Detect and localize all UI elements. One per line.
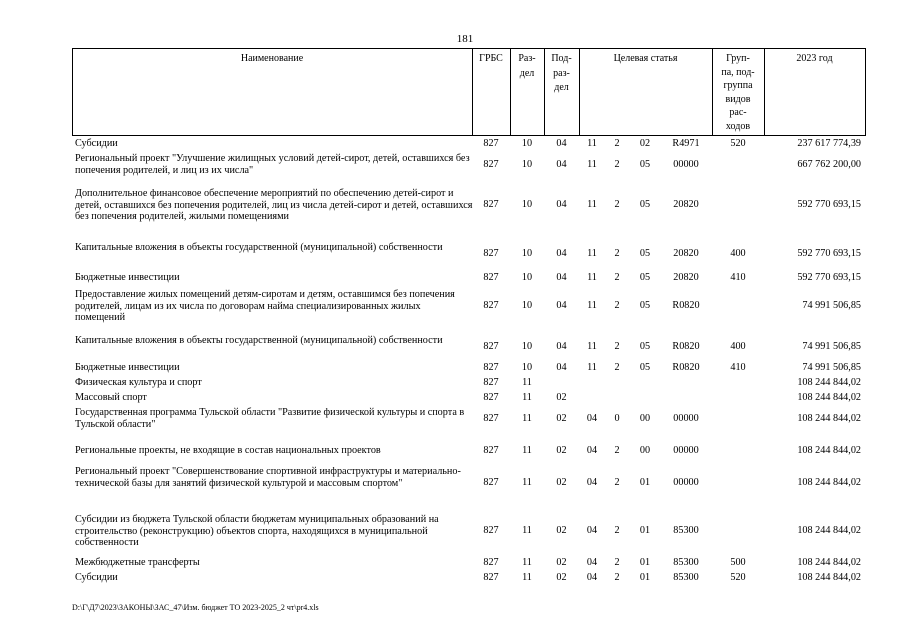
table-row — [75, 242, 865, 265]
cell-vr: 520 — [730, 572, 746, 583]
table-row — [75, 335, 865, 358]
cell-t4: 20820 — [673, 272, 699, 283]
file-path-footer: D:\Г\Д7\2023\ЗАКОНЫ\ЗАС_47\Изм. бюджет ТО 2023-2025_2 чт\pr4.xls — [72, 603, 319, 612]
cell-pr: 02 — [556, 572, 567, 583]
cell-amount: 108 244 844,02 — [797, 525, 861, 536]
cell-t1: 04 — [586, 525, 598, 536]
cell-t4: 00000 — [673, 477, 699, 488]
cell-pr: 02 — [556, 413, 567, 424]
cell-t4: R0820 — [672, 341, 700, 352]
cell-t4: 00000 — [673, 413, 699, 424]
cell-t1: 11 — [587, 138, 597, 149]
cell-pr: 04 — [556, 272, 567, 283]
table-row — [75, 362, 865, 373]
cell-t4: 85300 — [673, 572, 699, 583]
cell-rz: 11 — [522, 445, 532, 456]
cell-vr: 400 — [730, 341, 746, 352]
cell-t2: 2 — [614, 525, 620, 536]
row-name: Субсидии — [75, 572, 118, 583]
header-border — [865, 49, 866, 135]
cell-t3: 01 — [639, 557, 651, 568]
cell-t2: 2 — [614, 159, 620, 170]
cell-t2: 0 — [614, 413, 620, 424]
cell-rz: 10 — [521, 272, 533, 283]
row-name: Капитальные вложения в объекты государственной (муниципальной) собственности — [75, 335, 443, 346]
row-name: Региональный проект "Совершенствование спортивной инфраструктуры и материально-технической базы для занятий физической культурой и массовым спортом" — [75, 466, 461, 489]
cell-t3: 00 — [639, 445, 651, 456]
cell-rz: 10 — [521, 199, 533, 210]
cell-rz: 11 — [522, 557, 532, 568]
cell-t1: 11 — [587, 199, 597, 210]
cell-grbs: 827 — [483, 248, 499, 259]
cell-grbs: 827 — [483, 300, 499, 311]
cell-grbs: 827 — [483, 557, 499, 568]
cell-vr: 500 — [730, 557, 746, 568]
cell-t4: 85300 — [673, 557, 699, 568]
cell-t2: 2 — [614, 138, 620, 149]
cell-t3: 05 — [639, 300, 651, 311]
row-name: Физическая культура и спорт — [75, 377, 202, 388]
cell-amount: 108 244 844,02 — [797, 557, 861, 568]
cell-rz: 10 — [521, 159, 533, 170]
cell-t1: 11 — [587, 362, 597, 373]
cell-rz: 11 — [522, 525, 532, 536]
cell-t4: 00000 — [673, 159, 699, 170]
cell-t3: 05 — [639, 159, 651, 170]
cell-vr: 410 — [730, 362, 746, 373]
cell-t3: 05 — [639, 341, 651, 352]
cell-t2: 2 — [614, 572, 620, 583]
table-row — [75, 272, 865, 283]
cell-t1: 11 — [587, 248, 597, 259]
cell-rz: 10 — [521, 362, 533, 373]
cell-grbs: 827 — [483, 377, 499, 388]
cell-pr: 04 — [556, 159, 567, 170]
cell-t4: R4971 — [672, 138, 700, 149]
cell-grbs: 827 — [483, 272, 499, 283]
header-grbs: ГРБС — [479, 53, 503, 64]
cell-grbs: 827 — [483, 392, 499, 403]
cell-t1: 04 — [586, 557, 598, 568]
cell-amount: 592 770 693,15 — [797, 199, 861, 210]
row-name: Дополнительное финансовое обеспечение мероприятий по обеспечению детей-сирот и детей, оставшихся без попечения родителей, лиц из числа детей-сирот и детей, оставшихся без попечения родителей, жилыми помещениями — [75, 188, 473, 222]
cell-grbs: 827 — [483, 362, 499, 373]
cell-rz: 11 — [522, 572, 532, 583]
cell-grbs: 827 — [483, 445, 499, 456]
header-target: Целевая статья — [613, 53, 678, 64]
cell-pr: 02 — [556, 525, 567, 536]
cell-t1: 11 — [587, 341, 597, 352]
cell-t3: 01 — [639, 477, 651, 488]
cell-amount: 74 991 506,85 — [802, 341, 861, 352]
cell-grbs: 827 — [483, 572, 499, 583]
cell-vr: 520 — [730, 138, 746, 149]
cell-amount: 108 244 844,02 — [797, 572, 861, 583]
cell-rz: 11 — [522, 413, 532, 424]
cell-grbs: 827 — [483, 525, 499, 536]
cell-rz: 11 — [522, 377, 532, 388]
cell-pr: 04 — [556, 362, 567, 373]
row-name: Государственная программа Тульской области "Развитие физической культуры и спорта в Тульской области" — [75, 407, 465, 430]
cell-t1: 04 — [586, 572, 598, 583]
row-name: Региональный проект "Улучшение жилищных условий детей-сирот, детей, оставшихся без попечения родителей, и лиц из их числа" — [75, 153, 470, 176]
cell-t3: 02 — [639, 138, 651, 149]
cell-t1: 11 — [587, 159, 597, 170]
cell-pr: 02 — [556, 392, 567, 403]
cell-t2: 2 — [614, 557, 620, 568]
cell-t3: 01 — [639, 525, 651, 536]
table-row — [75, 153, 865, 176]
cell-pr: 02 — [556, 557, 567, 568]
cell-grbs: 827 — [483, 341, 499, 352]
cell-vr: 410 — [730, 272, 746, 283]
cell-vr: 400 — [730, 248, 746, 259]
table-row — [75, 557, 865, 568]
table-row — [75, 445, 865, 456]
cell-grbs: 827 — [483, 199, 499, 210]
table-row — [75, 138, 865, 149]
row-name: Массовый спорт — [75, 392, 147, 403]
cell-t2: 2 — [614, 272, 620, 283]
row-name: Капитальные вложения в объекты государственной (муниципальной) собственности — [75, 242, 443, 253]
page-number: 181 — [456, 33, 474, 45]
table-row — [75, 377, 865, 388]
row-name: Предоставление жилых помещений детям-сиротам и детям, оставшимся без попечения родителей, лицам из их числа по договорам найма специализированных жилых помещений — [75, 289, 455, 323]
cell-t3: 00 — [639, 413, 651, 424]
cell-t1: 11 — [587, 272, 597, 283]
cell-pr: 04 — [556, 248, 567, 259]
cell-rz: 10 — [521, 138, 533, 149]
cell-t1: 04 — [586, 445, 598, 456]
cell-amount: 74 991 506,85 — [802, 362, 861, 373]
header-razdel: Раз- дел — [518, 53, 536, 79]
row-name: Региональные проекты, не входящие в состав национальных проектов — [75, 445, 381, 456]
cell-pr: 02 — [556, 477, 567, 488]
cell-amount: 237 617 774,39 — [797, 138, 861, 149]
cell-amount: 108 244 844,02 — [797, 477, 861, 488]
cell-grbs: 827 — [483, 477, 499, 488]
cell-t4: 20820 — [673, 199, 699, 210]
cell-t4: 85300 — [673, 525, 699, 536]
cell-t3: 05 — [639, 272, 651, 283]
table-row — [75, 572, 865, 583]
cell-t2: 2 — [614, 199, 620, 210]
cell-amount: 108 244 844,02 — [797, 392, 861, 403]
cell-t4: R0820 — [672, 300, 700, 311]
row-name: Межбюджетные трансферты — [75, 557, 200, 568]
cell-t2: 2 — [614, 445, 620, 456]
cell-amount: 108 244 844,02 — [797, 413, 861, 424]
cell-t1: 04 — [586, 477, 598, 488]
cell-amount: 74 991 506,85 — [802, 300, 861, 311]
header-name: Наименование — [240, 53, 304, 64]
cell-t1: 11 — [587, 300, 597, 311]
cell-amount: 108 244 844,02 — [797, 377, 861, 388]
cell-t4: 20820 — [673, 248, 699, 259]
cell-t4: 00000 — [673, 445, 699, 456]
header-podrazdel: Под- раз- дел — [551, 53, 572, 93]
cell-t3: 05 — [639, 362, 651, 373]
row-name: Бюджетные инвестиции — [75, 272, 180, 283]
cell-pr: 04 — [556, 300, 567, 311]
cell-amount: 667 762 200,00 — [797, 159, 861, 170]
cell-rz: 10 — [521, 300, 533, 311]
cell-amount: 108 244 844,02 — [797, 445, 861, 456]
cell-pr: 04 — [556, 138, 567, 149]
cell-pr: 02 — [556, 445, 567, 456]
row-name: Субсидии из бюджета Тульской области бюджетам муниципальных образований на строительство (реконструкцию) объектов спорта, находящихся в муниципальной собственности — [75, 514, 439, 548]
cell-t2: 2 — [614, 248, 620, 259]
cell-t2: 2 — [614, 362, 620, 373]
cell-rz: 10 — [521, 341, 533, 352]
table-row — [75, 188, 865, 222]
table-row — [75, 392, 865, 403]
cell-t1: 04 — [586, 413, 598, 424]
cell-rz: 11 — [522, 477, 532, 488]
header-group: Груп- па, под- группа видов рас- ходов — [721, 53, 755, 132]
table-row — [75, 514, 865, 548]
table-header — [72, 48, 866, 136]
cell-t3: 05 — [639, 248, 651, 259]
cell-rz: 11 — [522, 392, 532, 403]
cell-grbs: 827 — [483, 138, 499, 149]
cell-amount: 592 770 693,15 — [797, 248, 861, 259]
cell-amount: 592 770 693,15 — [797, 272, 861, 283]
cell-t3: 05 — [639, 199, 651, 210]
table-row — [75, 466, 865, 500]
cell-t3: 01 — [639, 572, 651, 583]
row-name: Субсидии — [75, 138, 118, 149]
cell-rz: 10 — [521, 248, 533, 259]
cell-t4: R0820 — [672, 362, 700, 373]
table-row — [75, 407, 865, 430]
cell-grbs: 827 — [483, 159, 499, 170]
cell-grbs: 827 — [483, 413, 499, 424]
table-row — [75, 289, 865, 323]
cell-t2: 2 — [614, 300, 620, 311]
cell-pr: 04 — [556, 341, 567, 352]
row-name: Бюджетные инвестиции — [75, 362, 180, 373]
cell-t2: 2 — [614, 341, 620, 352]
cell-pr: 04 — [556, 199, 567, 210]
header-year: 2023 год — [796, 53, 833, 64]
cell-t2: 2 — [614, 477, 620, 488]
